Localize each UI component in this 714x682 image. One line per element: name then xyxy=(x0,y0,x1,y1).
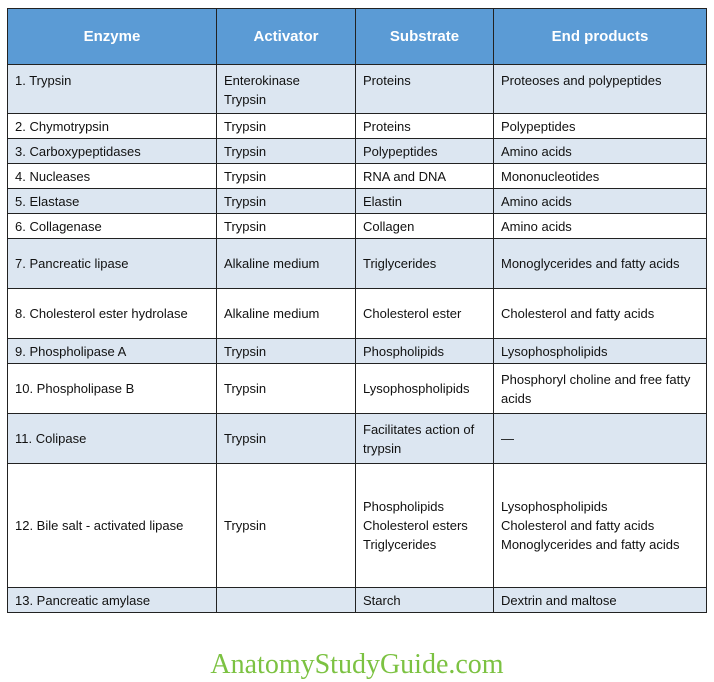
cell-line: Alkaline medium xyxy=(224,256,320,271)
cell-substrate xyxy=(356,189,494,214)
cell-enzyme: 1. Trypsin xyxy=(8,65,217,114)
cell-line: Proteins xyxy=(363,118,411,134)
table-row xyxy=(8,339,707,364)
cell-line: Polypeptides xyxy=(501,118,576,134)
cell-substrate xyxy=(356,65,494,114)
cell-enzyme: 11. Colipase xyxy=(8,414,217,464)
cell-end-products xyxy=(494,364,707,414)
table-row xyxy=(8,114,707,139)
table-row xyxy=(8,414,707,464)
cell-end-products xyxy=(494,139,707,164)
cell-line: Facilitates action of trypsin xyxy=(363,421,475,456)
cell-enzyme: 9. Phospholipase A xyxy=(8,339,217,364)
cell-enzyme: 2. Chymotrypsin xyxy=(8,114,217,139)
cell-activator xyxy=(217,414,356,464)
table-row xyxy=(8,364,707,414)
cell-line: Phospholipids xyxy=(363,499,444,514)
cell-end-products xyxy=(494,414,707,464)
cell-line: Cholesterol and fatty acids xyxy=(501,518,655,533)
cell-end-products xyxy=(494,588,707,613)
cell-end-products xyxy=(494,114,707,139)
cell-line: RNA and DNA xyxy=(363,168,447,184)
cell-line: Triglycerides xyxy=(363,256,437,271)
cell-line: Monoglycerides and fatty acids xyxy=(501,256,680,271)
cell-line: — xyxy=(501,431,514,446)
cell-activator xyxy=(217,214,356,239)
table-row xyxy=(8,164,707,189)
header-substrate: Substrate xyxy=(356,9,494,65)
cell-line: Trypsin xyxy=(224,118,267,134)
cell-enzyme: 6. Collagenase xyxy=(8,214,217,239)
cell-activator xyxy=(217,239,356,289)
cell-line: Phospholipids xyxy=(363,343,444,359)
cell-line: Amino acids xyxy=(501,193,572,209)
cell-line: Trypsin xyxy=(224,381,267,396)
cell-line: Trypsin xyxy=(224,193,267,209)
cell-substrate xyxy=(356,139,494,164)
cell-line: Trypsin xyxy=(224,218,267,234)
enzyme-table xyxy=(7,8,707,613)
cell-end-products xyxy=(494,289,707,339)
cell-activator xyxy=(217,65,356,114)
cell-line: Alkaline medium xyxy=(224,306,320,321)
cell-line: Lysophospholipids xyxy=(501,499,608,514)
cell-line: Cholesterol ester xyxy=(363,306,462,321)
watermark: AnatomyStudyGuide.com xyxy=(210,649,504,680)
cell-line: Mononucleotides xyxy=(501,168,600,184)
cell-line: Triglycerides xyxy=(363,537,437,552)
table-header-row xyxy=(8,9,707,65)
table-row xyxy=(8,139,707,164)
cell-line: Dextrin and maltose xyxy=(501,592,617,608)
cell-line: Trypsin xyxy=(224,168,267,184)
cell-enzyme: 3. Carboxypeptidases xyxy=(8,139,217,164)
cell-enzyme: 13. Pancreatic amylase xyxy=(8,588,217,613)
cell-substrate xyxy=(356,214,494,239)
cell-activator xyxy=(217,364,356,414)
cell-end-products xyxy=(494,164,707,189)
cell-line: Monoglycerides and fatty acids xyxy=(501,537,680,552)
cell-line: Cholesterol and fatty acids xyxy=(501,306,655,321)
cell-enzyme: 10. Phospholipase B xyxy=(8,364,217,414)
cell-substrate xyxy=(356,239,494,289)
cell-substrate xyxy=(356,164,494,189)
cell-activator xyxy=(217,588,356,613)
cell-end-products xyxy=(494,65,707,114)
cell-line: Proteoses and polypeptides xyxy=(501,73,662,88)
cell-enzyme: 7. Pancreatic lipase xyxy=(8,239,217,289)
table-row xyxy=(8,588,707,613)
cell-line: Amino acids xyxy=(501,143,572,159)
cell-line: Phosphoryl choline and free fatty acids xyxy=(501,371,691,406)
header-end-products: End products xyxy=(494,9,707,65)
cell-substrate xyxy=(356,364,494,414)
cell-substrate xyxy=(356,414,494,464)
cell-line: Trypsin xyxy=(224,431,267,446)
cell-line: Starch xyxy=(363,592,401,608)
cell-substrate xyxy=(356,339,494,364)
cell-line: Trypsin xyxy=(224,143,267,159)
cell-line: Proteins xyxy=(363,73,411,88)
table-row xyxy=(8,65,707,114)
cell-activator xyxy=(217,464,356,588)
cell-activator xyxy=(217,139,356,164)
cell-activator xyxy=(217,114,356,139)
cell-line: Lysophospholipids xyxy=(501,343,608,359)
table-row xyxy=(8,239,707,289)
cell-line: Trypsin xyxy=(224,343,267,359)
cell-substrate xyxy=(356,114,494,139)
cell-line: Lysophospholipids xyxy=(363,381,470,396)
table-row xyxy=(8,214,707,239)
cell-substrate xyxy=(356,289,494,339)
cell-line: Collagen xyxy=(363,218,415,234)
header-enzyme: Enzyme xyxy=(8,9,217,65)
cell-activator xyxy=(217,164,356,189)
cell-substrate xyxy=(356,464,494,588)
cell-line: Elastin xyxy=(363,193,403,209)
cell-end-products xyxy=(494,464,707,588)
cell-end-products xyxy=(494,339,707,364)
cell-line: Polypeptides xyxy=(363,143,438,159)
cell-substrate xyxy=(356,588,494,613)
cell-line: Trypsin xyxy=(224,518,267,533)
cell-line: Enterokinase xyxy=(224,73,300,88)
cell-activator xyxy=(217,189,356,214)
cell-line: Trypsin xyxy=(224,92,267,107)
cell-activator xyxy=(217,339,356,364)
cell-enzyme: 8. Cholesterol ester hydrolase xyxy=(8,289,217,339)
header-activator: Activator xyxy=(217,9,356,65)
cell-line: Amino acids xyxy=(501,218,572,234)
cell-enzyme: 4. Nucleases xyxy=(8,164,217,189)
table-body xyxy=(8,65,707,613)
cell-end-products xyxy=(494,189,707,214)
cell-enzyme: 5. Elastase xyxy=(8,189,217,214)
cell-activator xyxy=(217,289,356,339)
cell-line: Cholesterol esters xyxy=(363,518,468,533)
table-row xyxy=(8,289,707,339)
cell-end-products xyxy=(494,239,707,289)
table-row xyxy=(8,464,707,588)
cell-enzyme: 12. Bile salt - activated lipase xyxy=(8,464,217,588)
cell-end-products xyxy=(494,214,707,239)
table-row xyxy=(8,189,707,214)
